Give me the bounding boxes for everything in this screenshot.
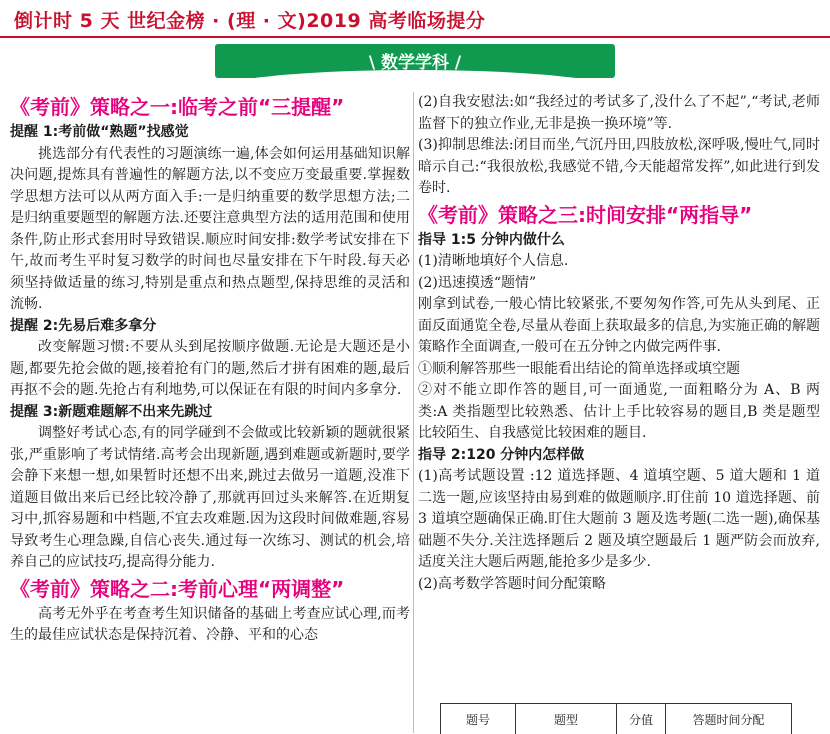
right-column [418,92,820,595]
time-allocation-table [440,703,792,734]
guide-1-item-2: (2)迅速摸透“题情” [418,273,820,295]
guide-1-point-1: ①顺利解答那些一眼能看出结论的简单选择或填空题 [418,359,820,381]
table-header-row [441,704,792,734]
self-comfort-paragraph: (2)自我安慰法:如“我经过的考试多了,没什么了不起”,“考试,老师监督下的独立作业,无非是换一换环境”等. [418,92,820,135]
table-header-cell: 答题时间分配 [666,704,792,734]
table-header-cell: 分值 [617,704,666,734]
reminder-1-title: 提醒 1:考前做“熟题”找感觉 [10,122,410,144]
table-header-cell: 题型 [516,704,617,734]
reminder-2-body: 改变解题习惯:不要从头到尾按顺序做题.无论是大题还是小题,都要先抢会做的题,接着抢有门的题,然后才拼有困难的题,最后再抠不会的题.先抢占有利地势,可以保证在有限的时间内多拿分. [10,337,410,402]
page-header-title: 倒计时 5 天 世纪金榜 · (理 · 文)2019 高考临场提分 [14,6,485,33]
reminder-2-title: 提醒 2:先易后难多拿分 [10,316,410,338]
guide-2-body: (1)高考试题设置 :12 道选择题、4 道填空题、5 道大题和 1 道二选一题,应该坚持由易到难的做题顺序.盯住前 10 道选择题、前 3 道填空题确保正确.盯住大题前 3 题及选考题(二选一题),确保基础题不失分.关注选择题后 2 题及填空题最后 1 题严防会而放弃,适度关注大题后两题,能抢多少是多少. [418,466,820,574]
section-3-title: 《考前》策略之三:时间安排“两指导” [418,200,820,230]
guide-2-table-caption: (2)高考数学答题时间分配策略 [418,574,820,596]
guide-1-title: 指导 1:5 分钟内做什么 [418,230,820,252]
suppress-thinking-paragraph: (3)抑制思维法:闭目而坐,气沉丹田,四肢放松,深呼吸,慢吐气,同时暗示自己:“我很放松,我感觉不错,今天能超常发挥”,如此进行到发卷时. [418,135,820,200]
section-1-title: 《考前》策略之一:临考之前“三提醒” [10,92,410,122]
guide-1-body: 刚拿到试卷,一般心情比较紧张,不要匆匆作答,可先从头到尾、正面反面通览全卷,尽量从卷面上获取最多的信息,为实施正确的解题策略作全面调查,一般可在五分钟之内做完两件事. [418,294,820,359]
header-divider [0,36,830,38]
subject-banner-label: \ 数学学科 / [215,48,615,73]
section-2-body: 高考无外乎在考查考生知识储备的基础上考查应试心理,而考生的最佳应试状态是保持沉着、冷静、平和的心态 [10,604,410,647]
guide-1-item-1: (1)清晰地填好个人信息. [418,251,820,273]
reminder-3-body: 调整好考试心态,有的同学碰到不会做或比较新颖的题就很紧张,严重影响了考试情绪.高考会出现新题,遇到难题或新题时,要学会静下来想一想,如果暂时还想不出来,跳过去做另一道题,没准下道题目做出来后已经比较冷静了,那就再回过头来解答.在近期复习中,抓容易题和中档题,不宜去攻难题.因为这段时间做难题,容易导致考生心理急躁,自信心丧失.通过每一次练习、测试的机会,培养自己的应试技巧,提高得分能力. [10,423,410,574]
table-header-cell: 题号 [441,704,516,734]
column-divider [413,92,414,733]
guide-2-title: 指导 2:120 分钟内怎样做 [418,445,820,467]
reminder-1-body: 挑选部分有代表性的习题演练一遍,体会如何运用基础知识解决问题,提炼具有普遍性的解题方法,以不变应万变最重要.掌握数学思想方法可以从两方面入手:一是归纳重要的数学思想方法;二是归纳重要题型的解题方法.还要注意典型方法的适用范围和使用条件,防止形式套用时导致错误.顺应时间安排:数学考试安排在下午,故而考生平时复习数学的时间也尽量安排在下午时段.每天必须坚持做适量的练习,特别是重点和热点题型,保持思维的灵活和流畅. [10,144,410,316]
left-column [10,92,410,647]
reminder-3-title: 提醒 3:新题难题解不出来先跳过 [10,402,410,424]
section-2-title: 《考前》策略之二:考前心理“两调整” [10,574,410,604]
guide-1-point-2: ②对不能立即作答的题目,可一面通览,一面粗略分为 A、B 两类:A 类指题型比较熟悉、估计上手比较容易的题目,B 类是题型比较陌生、自我感觉比较困难的题目. [418,380,820,445]
